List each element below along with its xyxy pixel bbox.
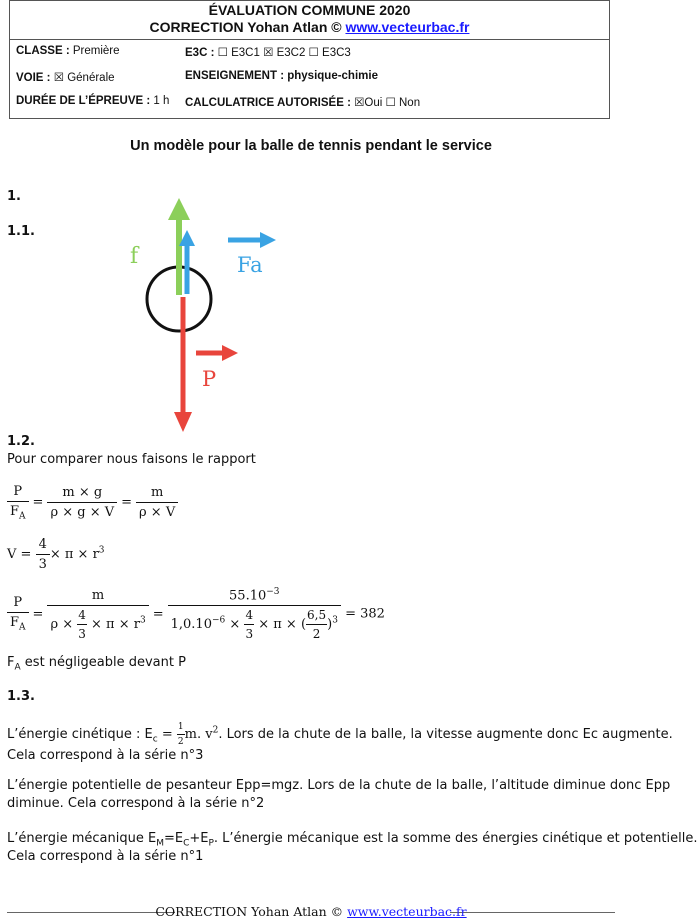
footer-website-link[interactable]: www.vecteurbac.fr xyxy=(347,904,467,919)
em-prefix: L’énergie mécanique E xyxy=(7,831,157,846)
e3c-value: ☐ E3C1 ☒ E3C2 ☐ E3C3 xyxy=(214,47,351,59)
formula-ratio xyxy=(7,484,178,522)
ec-half-num: 1 xyxy=(177,722,185,735)
eq-sign: = xyxy=(32,495,44,511)
epp-line-1: L’énergie potentielle de pesanteur Epp=mgz. Lors de la chute de la balle, l’altitude diminue donc Epp xyxy=(7,778,671,793)
f3-rhs-den-c: × π × ( xyxy=(258,617,307,633)
epp-line-2: diminue. Cela correspond à la série n°2 xyxy=(7,796,265,811)
f2-num: 4 xyxy=(36,537,50,555)
f3-rhs-four: 4 xyxy=(244,608,254,625)
f3-result: = 382 xyxy=(345,606,385,622)
label-p: P xyxy=(202,367,217,391)
friction-arrow-head xyxy=(168,198,190,220)
fa-symbol-sub: A xyxy=(14,662,21,673)
f3-rhs-den-exp: 3 xyxy=(332,616,338,626)
f2-rest: × π × r xyxy=(49,547,99,562)
classe-label: CLASSE : xyxy=(16,45,70,57)
section-1-1-heading: 1.1. xyxy=(7,224,35,239)
negligeable-text: est négligeable devant P xyxy=(24,655,186,670)
duree-label: DURÉE DE L’ÉPREUVE : xyxy=(16,95,151,107)
f3-rhs-num-exp: −3 xyxy=(266,587,280,597)
f2-lhs: V = xyxy=(7,547,32,562)
header-title-area xyxy=(10,1,609,40)
classe-value: Première xyxy=(69,45,120,57)
eq-sign: = xyxy=(32,606,44,622)
header-box xyxy=(9,0,610,119)
f3-lhs-num: P xyxy=(7,595,29,613)
f3-mid-den-a: ρ × xyxy=(50,616,74,632)
label-f: f xyxy=(130,244,139,269)
compare-intro: Pour comparer nous faisons le rapport xyxy=(7,452,256,467)
f3-rhs-num: 55.10 xyxy=(229,588,267,604)
em-serie: Cela correspond à la série n°1 xyxy=(7,849,204,864)
calc-value: ☒Oui ☐ Non xyxy=(350,97,421,109)
em-plus: +E xyxy=(189,831,209,846)
e3c-label: E3C : xyxy=(185,47,215,59)
f2-den: 3 xyxy=(38,557,47,572)
eq-sign: = xyxy=(152,606,164,622)
section-1-heading: 1. xyxy=(7,189,21,204)
formula-volume xyxy=(7,537,105,572)
f1-mid-num: m × g xyxy=(47,485,117,503)
fa-legend-arrow-head xyxy=(260,232,276,248)
weight-arrow-head xyxy=(174,412,192,432)
f3-lhs-den-sub: A xyxy=(19,622,26,633)
em-line xyxy=(7,831,697,849)
footer xyxy=(0,904,622,919)
f3-rhs-inner-num: 6,5 xyxy=(306,608,327,625)
f1-lhs-den-sub: A xyxy=(19,511,26,522)
f3-mid-den-exp: 3 xyxy=(139,615,146,626)
calc-label: CALCULATRICE AUTORISÉE : xyxy=(185,97,351,109)
f1-mid-den: ρ × g × V xyxy=(50,505,115,521)
f3-mid-four: 4 xyxy=(77,608,87,625)
f3-mid-num: m xyxy=(47,588,148,606)
em-suffix: . L’énergie mécanique est la somme des énergies cinétique et potentielle. xyxy=(213,831,697,846)
f1-rhs-num: m xyxy=(136,485,178,503)
ec-suffix: . Lors de la chute de la balle, la vitesse augmente donc Ec augmente. xyxy=(218,727,673,742)
f3-rhs-inner-den: 2 xyxy=(312,627,321,642)
document-title: Un modèle pour la balle de tennis pendant le service xyxy=(130,138,492,154)
ec-exp: 2 xyxy=(212,725,219,736)
f3-rhs-three: 3 xyxy=(245,627,254,642)
section-1-3-heading: 1.3. xyxy=(7,689,35,704)
duree-value: 1 h xyxy=(150,95,170,107)
ec-serie: Cela correspond à la série n°3 xyxy=(7,748,204,763)
f2-exp: 3 xyxy=(98,545,105,556)
f1-rhs-den: ρ × V xyxy=(139,505,176,521)
eq-sign: = xyxy=(121,495,133,511)
section-1-2-heading: 1.2. xyxy=(7,434,35,449)
f3-rhs-den-a: 1,0.10 xyxy=(170,617,212,633)
enseignement-label: ENSEIGNEMENT : physique-chimie xyxy=(185,70,378,82)
voie-value: ☒ Générale xyxy=(50,72,115,84)
f3-lhs-den: F xyxy=(10,615,20,631)
ec-half-den: 2 xyxy=(177,737,184,747)
f3-rhs-den-d: ) xyxy=(327,617,333,633)
f3-mid-three: 3 xyxy=(78,626,86,641)
header-website-link[interactable]: www.vecteurbac.fr xyxy=(345,19,470,35)
ec-prefix: L’énergie cinétique : E xyxy=(7,727,153,742)
footer-author: CORRECTION Yohan Atlan © xyxy=(155,904,348,919)
negligeable-statement xyxy=(7,655,186,673)
f1-lhs-den: F xyxy=(10,504,20,519)
ec-line: L’énergie cinétique : $E_c$ = $\frac{1}{2}$ m. $v^2$. Lors de la chute de la balle, la vitesse augmente donc Ec augmente. xyxy=(7,722,673,747)
ec-sub: c xyxy=(152,734,158,745)
em-sub-c: C xyxy=(183,838,190,849)
f3-rhs-den-b: × xyxy=(229,617,241,633)
p-legend-arrow-head xyxy=(222,345,238,361)
header-subtitle xyxy=(10,19,609,36)
label-fa: Fa xyxy=(237,253,263,277)
em-sub-m: M xyxy=(156,838,164,849)
voie-label: VOIE : xyxy=(16,72,51,84)
em-eq: =E xyxy=(163,831,184,846)
fa-symbol: F xyxy=(7,655,15,670)
formula-computation xyxy=(7,587,385,641)
em-sub-p: P xyxy=(208,838,214,849)
f1-lhs-num: P xyxy=(7,484,29,502)
f3-mid-den-b: × π × r xyxy=(91,616,140,632)
f3-rhs-den-a-exp: −6 xyxy=(211,616,226,626)
force-diagram xyxy=(110,192,280,437)
header-author: CORRECTION Yohan Atlan © xyxy=(149,19,346,35)
header-title: ÉVALUATION COMMUNE 2020 xyxy=(208,2,411,18)
ec-mv: m. v xyxy=(184,727,213,742)
